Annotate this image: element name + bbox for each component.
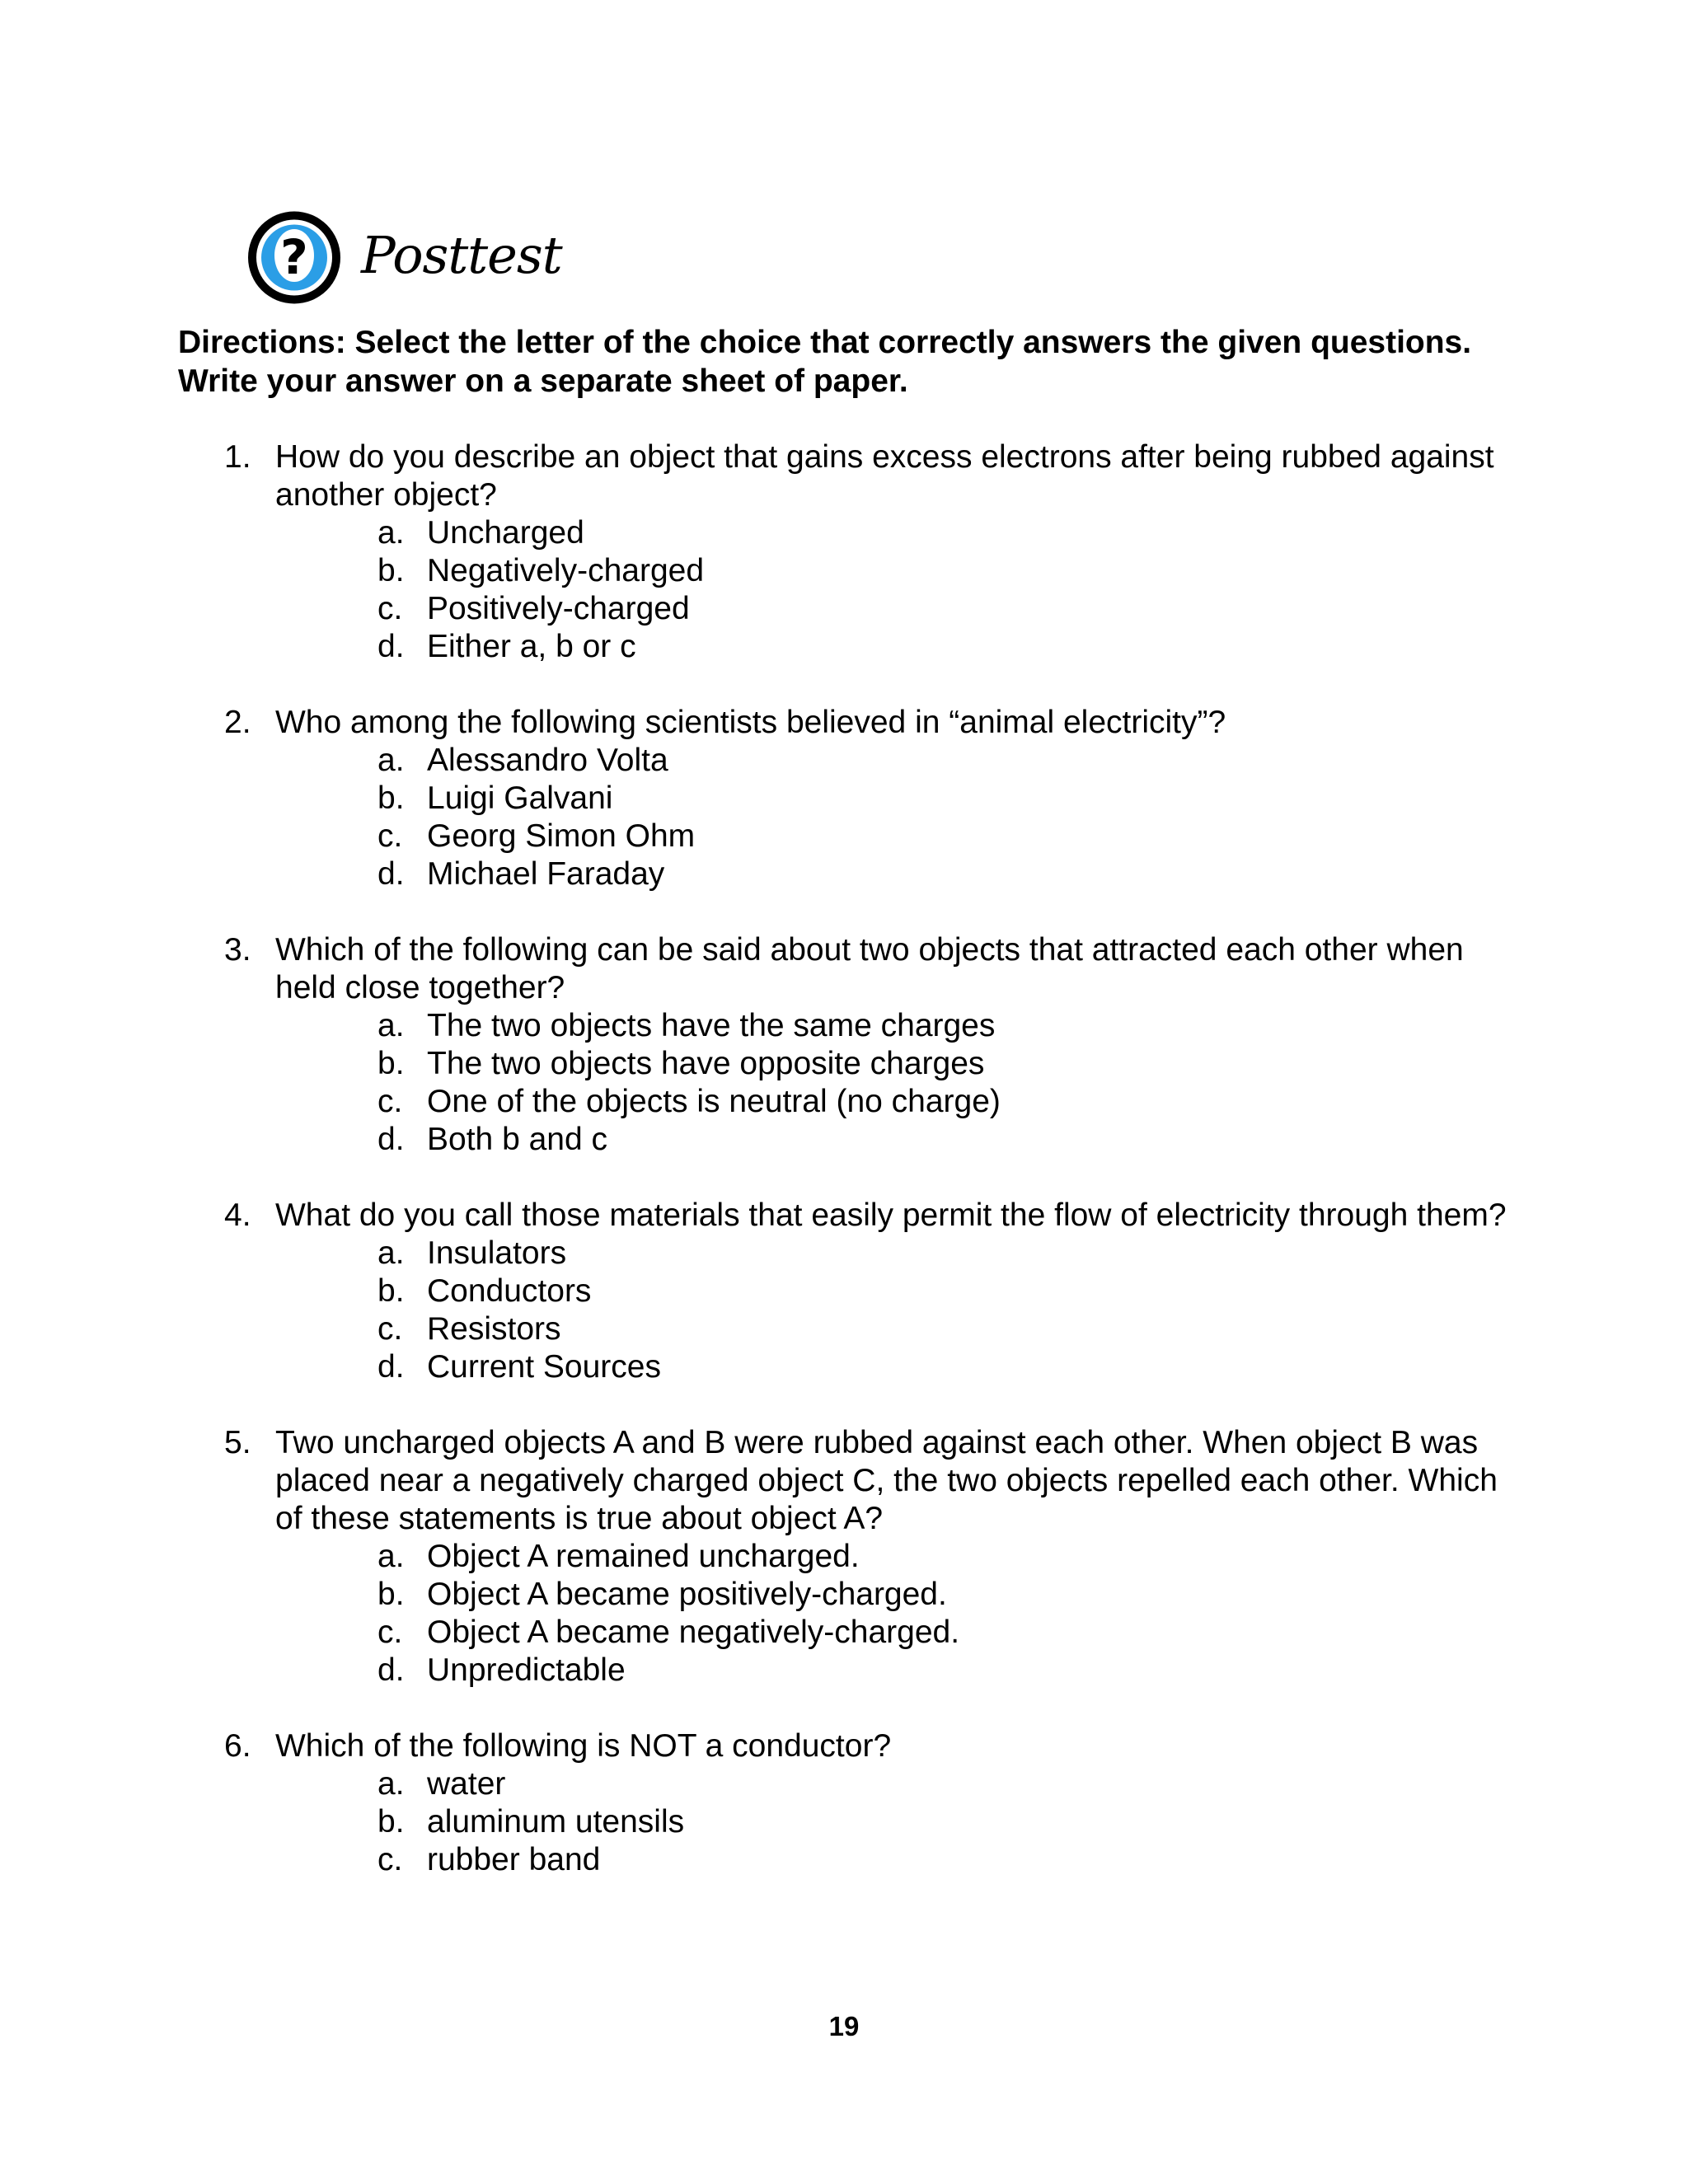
choice-a bbox=[377, 1235, 1525, 1272]
choice-d bbox=[377, 1121, 1525, 1159]
page-number: 19 bbox=[828, 2011, 860, 2041]
choice-text: Luigi Galvani bbox=[427, 780, 613, 816]
question-1 bbox=[223, 438, 1525, 666]
choice-text: Uncharged bbox=[427, 515, 584, 551]
choice-text: Object A remained uncharged. bbox=[427, 1539, 860, 1574]
choice-letter: a. bbox=[377, 515, 405, 551]
choice-d bbox=[377, 855, 1525, 893]
question-number: 3. bbox=[224, 932, 251, 968]
choice-letter: b. bbox=[377, 1577, 405, 1612]
choice-letter: d. bbox=[377, 629, 405, 664]
choice-c bbox=[377, 1841, 1525, 1879]
choice-c bbox=[377, 1083, 1525, 1121]
choice-letter: b. bbox=[377, 780, 405, 816]
choice-d bbox=[377, 628, 1525, 666]
directions bbox=[178, 323, 1579, 401]
question-text: Which of the following can be said about two objects that attracted each other when held close together? bbox=[275, 932, 1464, 1005]
choice-text: One of the objects is neutral (no charge) bbox=[427, 1084, 1001, 1119]
choice-letter: b. bbox=[377, 1804, 405, 1840]
choice-d bbox=[377, 1652, 1525, 1690]
question-text: Who among the following scientists believed in “animal electricity”? bbox=[275, 705, 1226, 740]
choice-text: Either a, b or c bbox=[427, 629, 636, 664]
choice-text: Resistors bbox=[427, 1311, 561, 1347]
question-2 bbox=[223, 704, 1525, 893]
question-6 bbox=[223, 1727, 1525, 1879]
choice-a bbox=[377, 1538, 1525, 1576]
choice-letter: c. bbox=[377, 1311, 403, 1347]
choice-text: rubber band bbox=[427, 1842, 601, 1877]
choice-letter: a. bbox=[377, 1539, 405, 1574]
choice-letter: c. bbox=[377, 1842, 403, 1877]
question-number: 1. bbox=[224, 439, 251, 475]
choice-d bbox=[377, 1348, 1525, 1386]
choice-letter: c. bbox=[377, 591, 403, 626]
choice-text: Unpredictable bbox=[427, 1652, 626, 1688]
choice-list bbox=[275, 1538, 1525, 1690]
choice-letter: d. bbox=[377, 1349, 405, 1385]
choice-letter: a. bbox=[377, 1008, 405, 1043]
choice-text: aluminum utensils bbox=[427, 1804, 685, 1840]
choice-text: The two objects have opposite charges bbox=[427, 1046, 985, 1081]
choice-list bbox=[275, 1765, 1525, 1879]
choice-list bbox=[275, 514, 1525, 666]
choice-a bbox=[377, 1765, 1525, 1803]
choice-text: Insulators bbox=[427, 1235, 567, 1271]
question-mark-circle-icon bbox=[244, 206, 345, 309]
choice-letter: b. bbox=[377, 1046, 405, 1081]
choice-letter: a. bbox=[377, 1235, 405, 1271]
question-text: Two uncharged objects A and B were rubbed against each other. When object B was placed near a negatively charged object C, the two objects repelled each other. Which of these statements is true about object A? bbox=[275, 1425, 1498, 1536]
section-title: Posttest bbox=[361, 225, 562, 285]
choice-letter: d. bbox=[377, 856, 405, 892]
question-4 bbox=[223, 1197, 1525, 1386]
question-text: What do you call those materials that easily permit the flow of electricity through them? bbox=[275, 1197, 1507, 1233]
choice-text: Both b and c bbox=[427, 1122, 607, 1157]
choice-text: Georg Simon Ohm bbox=[427, 818, 696, 854]
question-5 bbox=[223, 1424, 1525, 1690]
question-text: Which of the following is NOT a conductor? bbox=[275, 1728, 892, 1764]
choice-letter: b. bbox=[377, 553, 405, 588]
posttest-header bbox=[244, 206, 562, 309]
choice-letter: c. bbox=[377, 818, 403, 854]
choice-letter: b. bbox=[377, 1273, 405, 1309]
choice-letter: d. bbox=[377, 1652, 405, 1688]
choice-b bbox=[377, 1576, 1525, 1614]
choice-letter: c. bbox=[377, 1615, 403, 1650]
choice-b bbox=[377, 780, 1525, 818]
choice-list bbox=[275, 742, 1525, 893]
choice-a bbox=[377, 742, 1525, 780]
choice-b bbox=[377, 1803, 1525, 1841]
choice-text: The two objects have the same charges bbox=[427, 1008, 996, 1043]
question-text: How do you describe an object that gains excess electrons after being rubbed against another object? bbox=[275, 439, 1494, 513]
choice-c bbox=[377, 1310, 1525, 1348]
question-number: 5. bbox=[224, 1425, 251, 1460]
choice-text: Object A became positively-charged. bbox=[427, 1577, 947, 1612]
choice-letter: d. bbox=[377, 1122, 405, 1157]
directions-line-2: Write your answer on a separate sheet of paper. bbox=[178, 363, 908, 399]
choice-a bbox=[377, 1007, 1525, 1045]
choice-c bbox=[377, 590, 1525, 628]
choice-c bbox=[377, 818, 1525, 855]
choice-letter: a. bbox=[377, 743, 405, 778]
question-glyph: ? bbox=[280, 229, 308, 285]
choice-text: Current Sources bbox=[427, 1349, 661, 1385]
question-number: 4. bbox=[224, 1197, 251, 1233]
choice-letter: c. bbox=[377, 1084, 403, 1119]
choice-text: Alessandro Volta bbox=[427, 743, 668, 778]
question-number: 2. bbox=[224, 705, 251, 740]
choice-b bbox=[377, 552, 1525, 590]
choice-text: Conductors bbox=[427, 1273, 592, 1309]
choice-b bbox=[377, 1272, 1525, 1310]
choice-text: Michael Faraday bbox=[427, 856, 665, 892]
choice-c bbox=[377, 1614, 1525, 1652]
choice-b bbox=[377, 1045, 1525, 1083]
directions-line-1: Directions: Select the letter of the choice that correctly answers the given questions. bbox=[178, 325, 1472, 360]
choice-a bbox=[377, 514, 1525, 552]
question-number: 6. bbox=[224, 1728, 251, 1764]
question-list bbox=[223, 438, 1525, 1917]
choice-letter: a. bbox=[377, 1766, 405, 1802]
question-3 bbox=[223, 931, 1525, 1159]
choice-text: Positively-charged bbox=[427, 591, 690, 626]
choice-text: Object A became negatively-charged. bbox=[427, 1615, 960, 1650]
choice-text: Negatively-charged bbox=[427, 553, 705, 588]
choice-list bbox=[275, 1007, 1525, 1159]
choice-text: water bbox=[427, 1766, 506, 1802]
choice-list bbox=[275, 1235, 1525, 1386]
